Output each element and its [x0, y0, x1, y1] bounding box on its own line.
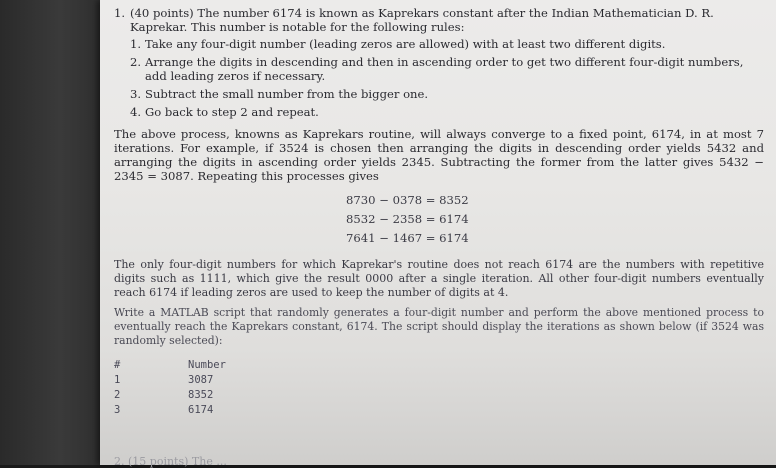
- table-cell: 2: [114, 389, 121, 401]
- question-content: [114, 6, 764, 418]
- question-number: 1.: [114, 6, 126, 20]
- rule-item: [130, 87, 764, 101]
- rule-text: Arrange the digits in descending and then in ascending order to get two different four-digit numbers, add leading zeros if necessary.: [145, 55, 744, 83]
- equation: 8532 − 2358 = 6174: [346, 212, 469, 226]
- table-cell: 3087: [188, 374, 214, 386]
- table-cell: 8352: [188, 389, 214, 401]
- process-description: The above process, knowns as Kaprekars routine, will always converge to a fixed point, 6174, in at most 7 iterations. For example, if 3524 is chosen then arranging the digits in descending order yields 5432 and arranging the digits in ascending order yields 2345. Subtracting the former from the latter gives 5432 − 2345 = 3087. Repeating this processes gives: [114, 127, 764, 183]
- document-page: [100, 0, 776, 468]
- iterations-table: [114, 358, 764, 418]
- table-cell: 3: [114, 404, 121, 416]
- table-header: #: [114, 359, 121, 371]
- equation: 8730 − 0378 = 8352: [346, 193, 469, 207]
- question-1: [114, 6, 764, 34]
- equation: 7641 − 1467 = 6174: [346, 231, 469, 245]
- rules-list: [114, 37, 764, 119]
- table-header: Number: [188, 359, 226, 371]
- exception-description: The only four-digit numbers for which Kaprekar's routine does not reach 6174 are the numbers with repetitive digits such as 1111, which give the result 0000 after a single iteration. All other four-digit numbers eventually reach 6174 if leading zeros are used to keep the number of digits at 4.: [114, 258, 764, 299]
- rule-item: [130, 37, 764, 51]
- rule-number: 3.: [130, 87, 142, 101]
- rule-number: 4.: [130, 105, 142, 119]
- rule-text: Go back to step 2 and repeat.: [145, 105, 319, 119]
- table-cell: 1: [114, 374, 121, 386]
- table-column-number: [188, 358, 226, 418]
- rule-item: [130, 55, 764, 83]
- rule-item: [130, 105, 764, 119]
- next-question-cutoff: 2. (15 points) The ...: [114, 455, 227, 468]
- rule-number: 2.: [130, 55, 142, 69]
- table-cell: 6174: [188, 404, 214, 416]
- equation-block: [114, 191, 764, 248]
- question-intro: (40 points) The number 6174 is known as Kaprekars constant after the Indian Mathematician D. R. Kaprekar. This number is notable for the following rules:: [130, 6, 714, 34]
- rule-text: Subtract the small number from the bigger one.: [145, 87, 429, 101]
- rule-number: 1.: [130, 37, 142, 51]
- task-description: Write a MATLAB script that randomly generates a four-digit number and perform the above mentioned process to eventually reach the Kaprekars constant, 6174. The script should display the iterations as shown below (if 3524 was randomly selected):: [114, 306, 764, 347]
- rule-text: Take any four-digit number (leading zeros are allowed) with at least two different digits.: [145, 37, 666, 51]
- table-column-index: [114, 358, 188, 418]
